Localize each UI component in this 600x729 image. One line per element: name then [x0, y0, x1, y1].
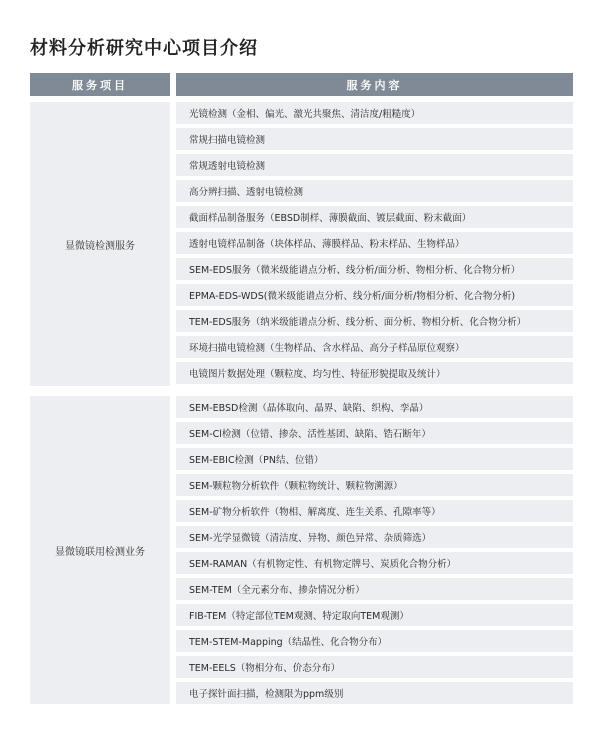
- table-row: TEM-EDS服务（纳米级能谱点分析、线分析、面分析、物相分析、化合物分析）: [176, 310, 573, 332]
- table-row: EPMA-EDS-WDS(微米级能谱点分析、线分析/面分析/物相分析、化合物分析): [176, 284, 573, 306]
- table-row: SEM-EDS服务（微米级能谱点分析、线分析/面分析、物相分析、化合物分析）: [176, 258, 573, 280]
- category-combined-microscopy: 显微镜联用检测业务: [30, 396, 170, 704]
- category-microscopy-service: 显微镜检测服务: [30, 102, 170, 386]
- table-row: 电镜图片数据处理（颗粒度、均匀性、特征形貌提取及统计）: [176, 362, 573, 384]
- header-service-item: 服务项目: [30, 73, 170, 96]
- table-row: 光镜检测（金相、偏光、激光共聚焦、清洁度/粗糙度）: [176, 102, 573, 124]
- combined-microscopy-list: [176, 396, 573, 708]
- table-row: 常规扫描电镜检测: [176, 128, 573, 150]
- table-row: SEM-Cl检测（位错、掺杂、活性基团、缺陷、锆石断年）: [176, 422, 573, 444]
- microscopy-service-list: [176, 102, 573, 388]
- header-service-content: 服务内容: [176, 73, 573, 96]
- table-row: SEM-光学显微镜（清洁度、异物、颜色异常、杂质筛选）: [176, 526, 573, 548]
- page-title: 材料分析研究中心项目介绍: [30, 38, 258, 59]
- table-row: SEM-矿物分析软件（物相、解离度、连生关系、孔隙率等）: [176, 500, 573, 522]
- table-row: FIB-TEM（特定部位TEM观测、特定取向TEM观测）: [176, 604, 573, 626]
- table-row: SEM-颗粒物分析软件（颗粒物统计、颗粒物溯源）: [176, 474, 573, 496]
- table-row: 电子探针面扫描，检测限为ppm级别: [176, 682, 573, 704]
- table-row: TEM-STEM-Mapping（结晶性、化合物分布）: [176, 630, 573, 652]
- table-row: SEM-EBSD检测（晶体取向、晶界、缺陷、织构、孪晶）: [176, 396, 573, 418]
- table-row: SEM-RAMAN（有机物定性、有机物定牌号、炭质化合物分析）: [176, 552, 573, 574]
- table-row: SEM-EBIC检测（PN结、位错）: [176, 448, 573, 470]
- table-row: 常规透射电镜检测: [176, 154, 573, 176]
- table-row: 环境扫描电镜检测（生物样品、含水样品、高分子样品原位观察）: [176, 336, 573, 358]
- table-row: 高分辨扫描、透射电镜检测: [176, 180, 573, 202]
- table-row: 透射电镜样品制备（块体样品、薄膜样品、粉末样品、生物样品）: [176, 232, 573, 254]
- table-row: TEM-EELS（物相分布、价态分布）: [176, 656, 573, 678]
- table-row: 截面样品制备服务（EBSD制样、薄膜截面、镀层截面、粉末截面）: [176, 206, 573, 228]
- table-row: SEM-TEM（全元素分布、掺杂情况分析）: [176, 578, 573, 600]
